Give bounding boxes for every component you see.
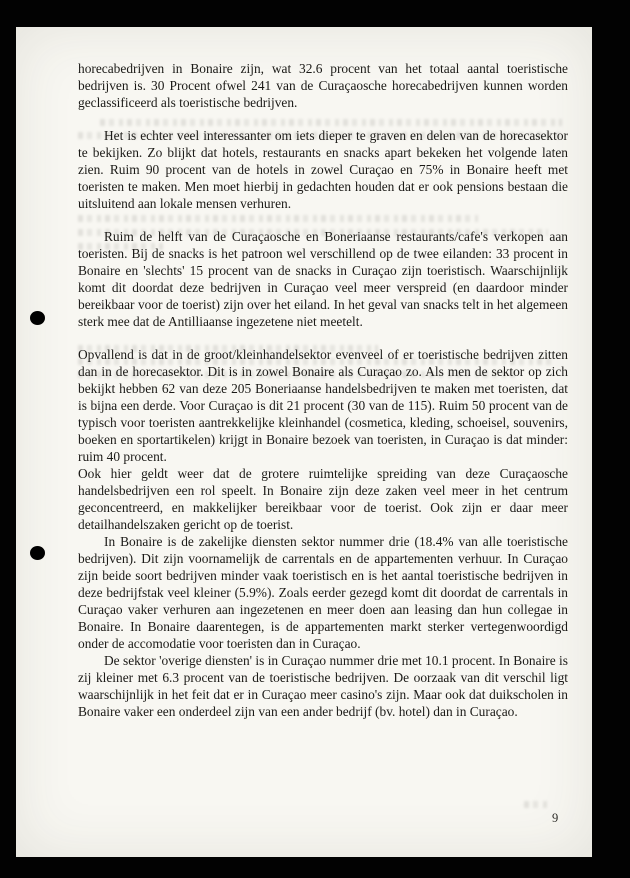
hole-punch-mark	[30, 311, 45, 325]
paragraph: De sektor 'overige diensten' is in Curaçao nummer drie met 10.1 procent. In Bonaire is zij kleiner met 6.3 procent van de toeristische bedrijven. De oorzaak van dit verschil ligt waarschijnlijk in het feit dat er in Curaçao meer casino's zijn. Maar ook dat duikscholen in Bonaire vaker een onderdeel zijn van een ander bedrijf (bv. hotel) dan in Curaçao.	[78, 653, 568, 719]
page-number: 9	[552, 811, 559, 825]
paragraph: Het is echter veel interessanter om iets dieper te graven en delen van de horecasektor te bekijken. Zo blijkt dat hotels, restaurants en snacks apart bekeken het volgende laten zien. Ruim 90 procent van de hotels in zowel Curaçao en 75% in Bonaire heeft met toeristen te maken. Men moet hierbij in gedachten houden dat er ook pensions bestaan die uitsluitend aan lokale mensen verhuren.	[78, 128, 568, 211]
paragraph: Opvallend is dat in de groot/kleinhandelsektor evenveel of er toeristische bedrijven zitten dan in de horecasektor. Dit is in zowel Bonaire als Curaçao zo. Als men de sektor op zich bekijkt hebben 62 van deze 205 Boneriaanse handelsbedrijven te maken met toeristen, dat is bijna een derde. Voor Curaçao is dit 21 procent (30 van de 115). Ruim 50 procent van de typisch voor toeristen aantrekkelijke kleinhandel (cosmetica, kleding, schoeisel, souvenirs, boeken en sportartikelen) krijgt in Bonaire bezoek van toeristen, in Curaçao is dat minder: ruim 40 procent.	[78, 347, 568, 464]
paragraph: Ook hier geldt weer dat de grotere ruimtelijke spreiding van deze Curaçaosche handelsbedrijven een rol speelt. In Bonaire zijn deze zaken veel meer in het centrum geconcentreerd, en makkelijker bereikbaar voor de toerist. Ook zijn er daar meer detailhandelszaken gericht op de toerist.	[78, 466, 568, 532]
body-text	[78, 60, 568, 720]
bleedthrough-artifact	[524, 801, 548, 808]
paragraph: In Bonaire is de zakelijke diensten sektor nummer drie (18.4% van alle toeristische bedrijven). Dit zijn voornamelijk de carrentals en de appartementen verhuur. In Curaçao zijn beide soort bedrijven minder vaak toeristisch en is het aantal toeristische bedrijven in deze bedrijfstak veel kleiner (5.9%). Zoals eerder gezegd komt dit doordat de carrentals in Curaçao vaker verhuren aan ingezetenen en meer doen aan leasing dan hun collegae in Bonaire. In Bonaire daarentegen, is de appartementen markt sterker vertegenwoordigd onder de accomodatie voor toeristen dan in Curaçao.	[78, 534, 568, 651]
paragraph: horecabedrijven in Bonaire zijn, wat 32.6 procent van het totaal aantal toeristische bedrijven is. 30 Procent ofwel 241 van de Curaçaosche horecabedrijven kunnen worden geclassificeerd als toeristische bedrijven.	[78, 61, 568, 110]
hole-punch-mark	[30, 546, 45, 560]
paragraph: Ruim de helft van de Curaçaosche en Boneriaanse restaurants/cafe's verkopen aan toeristen. Bij de snacks is het patroon wel verschillend op de twee eilanden: 33 procent in Bonaire en 'slechts' 15 procent van de snacks in Curaçao zijn toeristisch. Waarschijnlijk komt dit doordat deze bedrijven in Curaçao veel meer verspreid (en daardoor minder bereikbaar voor de toerist) zijn over het eiland. In het geval van snacks telt in het algemeen sterk mee dat de Antilliaanse ingezetene niet meetelt.	[78, 229, 568, 329]
document-page	[16, 27, 592, 857]
